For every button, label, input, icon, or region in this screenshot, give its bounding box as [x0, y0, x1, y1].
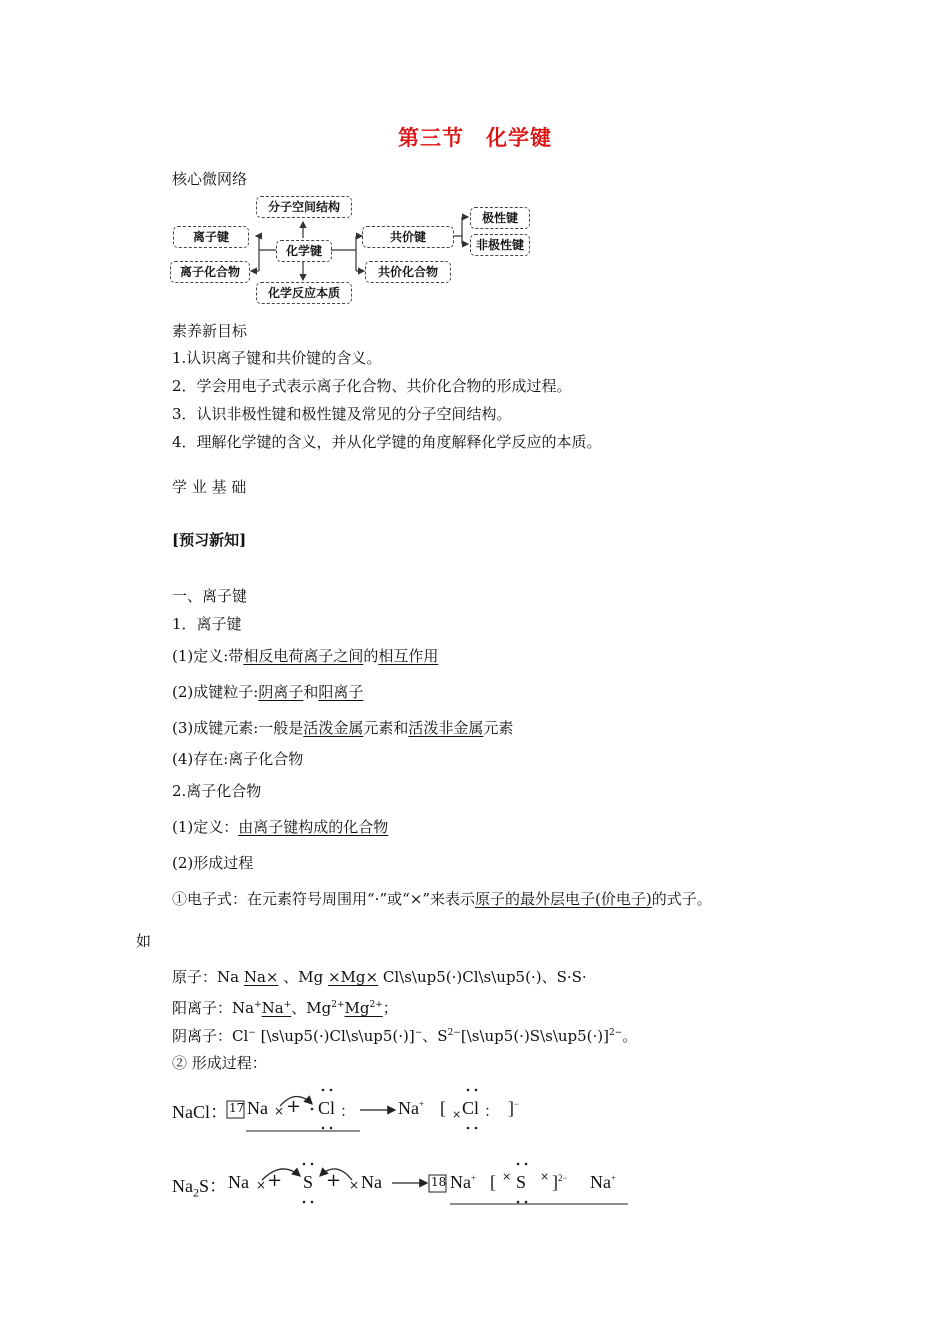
na2s-step-number: 18: [431, 1175, 447, 1189]
nacl-na: Na: [247, 1098, 268, 1118]
node-covalent-compound: 共价化合物: [365, 261, 451, 283]
na2s-plus-right: +: [326, 1170, 342, 1191]
node-covalent-bond: 共价键: [362, 226, 454, 248]
node-nonpolar-bond: 非极性键: [470, 234, 530, 256]
na2s-right-bracket: ]$^{2-}$: [552, 1172, 568, 1192]
process-line: (2)形成过程: [172, 854, 254, 872]
na2s-s: S: [303, 1172, 314, 1192]
heading-ionic-bond: 一、离子键: [172, 587, 248, 605]
node-molecular-structure: 分子空间结构: [256, 196, 352, 218]
nacl-cross-2: ×: [452, 1108, 462, 1121]
nacl-cl: Cl: [318, 1098, 336, 1118]
sub-ionic-compound: 2.离子化合物: [172, 782, 262, 800]
sub-ionic-bond: 1．离子键: [172, 615, 242, 633]
cation-line: 阳离子：Na+Na+、$Mg^{2+}Mg^{2+}$；: [172, 999, 398, 1017]
nacl-colon-2: ：: [484, 1102, 500, 1120]
na2s-na-right: Na: [361, 1172, 382, 1192]
anion-line: 阴离子：Cl− [\s\up5(·)Cl\s\up5(·)]−、$S^{2-}[\backslash s\backslash up5(\cdot)S\backslash s\backslash up5(\cdot)]^{2-}$。: [172, 1027, 638, 1045]
na2s-cross-ion-2: ×: [540, 1170, 550, 1183]
goal-item: 4．理解化学键的含义，并从化学键的角度解释化学反应的本质。: [172, 433, 602, 451]
na2s-ion-na-left: Na+: [450, 1172, 477, 1192]
section-basics: 学 业 基 础: [172, 478, 247, 496]
goals-label: 素养新目标: [172, 322, 248, 340]
atom-line: 原子：Na Na× 、Mg ×Mg× Cl\s\up5(·)Cl\s\up5(·)、S·S·: [172, 968, 587, 986]
nacl-colon: ：: [340, 1102, 356, 1120]
exist-line: (4)存在:离子化合物: [172, 750, 304, 768]
nacl-label: NaCl：: [172, 1102, 228, 1122]
core-network-label: 核心微网络: [172, 170, 248, 188]
nacl-plus: +: [286, 1096, 302, 1117]
electron-formula-line: ①电子式：在元素符号周围用“·”或“×”来表示原子的最外层电子(价电子)的式子。: [172, 890, 712, 908]
example-word: 如: [136, 932, 152, 950]
na2s-ion-na-right: Na+: [590, 1172, 617, 1192]
preview-label: [预习新知]: [172, 531, 247, 549]
na2s-label: $Na_2S$：: [172, 1176, 228, 1200]
goal-item: 3．认识非极性键和极性键及常见的分子空间结构。: [172, 405, 512, 423]
definition2-line: (1)定义：由离子键构成的化合物: [172, 818, 389, 836]
goal-item: 1.认识离子键和共价键的含义。: [172, 349, 382, 367]
na2s-left-bracket: [: [490, 1172, 496, 1192]
nacl-left-bracket: [: [440, 1098, 446, 1118]
node-chemical-bond: 化学键: [276, 240, 332, 262]
na2s-plus-left: +: [267, 1170, 283, 1191]
node-reaction-essence: 化学反应本质: [256, 282, 352, 304]
goal-item: 2．学会用电子式表示离子化合物、共价化合物的形成过程。: [172, 377, 572, 395]
nacl-ion-cl: Cl: [462, 1098, 480, 1118]
na2s-cross-right: ×: [349, 1178, 360, 1192]
formation-label: ② 形成过程：: [172, 1054, 267, 1072]
nacl-right-bracket: ]−: [508, 1098, 520, 1118]
nacl-ion-na: Na+: [398, 1098, 425, 1118]
node-polar-bond: 极性键: [470, 207, 530, 229]
na2s-ion-s: S: [516, 1172, 527, 1192]
node-ionic-compound: 离子化合物: [170, 261, 250, 283]
na2s-cross-ion-1: ×: [502, 1170, 512, 1183]
page-title: 第三节 化学键: [398, 126, 552, 150]
na2s-na-left: Na: [228, 1172, 249, 1192]
nacl-step-number: 17: [229, 1101, 245, 1115]
particles-line: (2)成键粒子:阴离子和阳离子: [172, 683, 364, 701]
elements-line: (3)成键元素:一般是活泼金属元素和活泼非金属元素: [172, 719, 514, 737]
node-ionic-bond: 离子键: [173, 226, 249, 248]
definition-line: (1)定义:带相反电荷离子之间的相互作用: [172, 647, 439, 665]
nacl-cross: ×: [274, 1104, 285, 1118]
na2s-cross-left: ×: [256, 1178, 267, 1192]
